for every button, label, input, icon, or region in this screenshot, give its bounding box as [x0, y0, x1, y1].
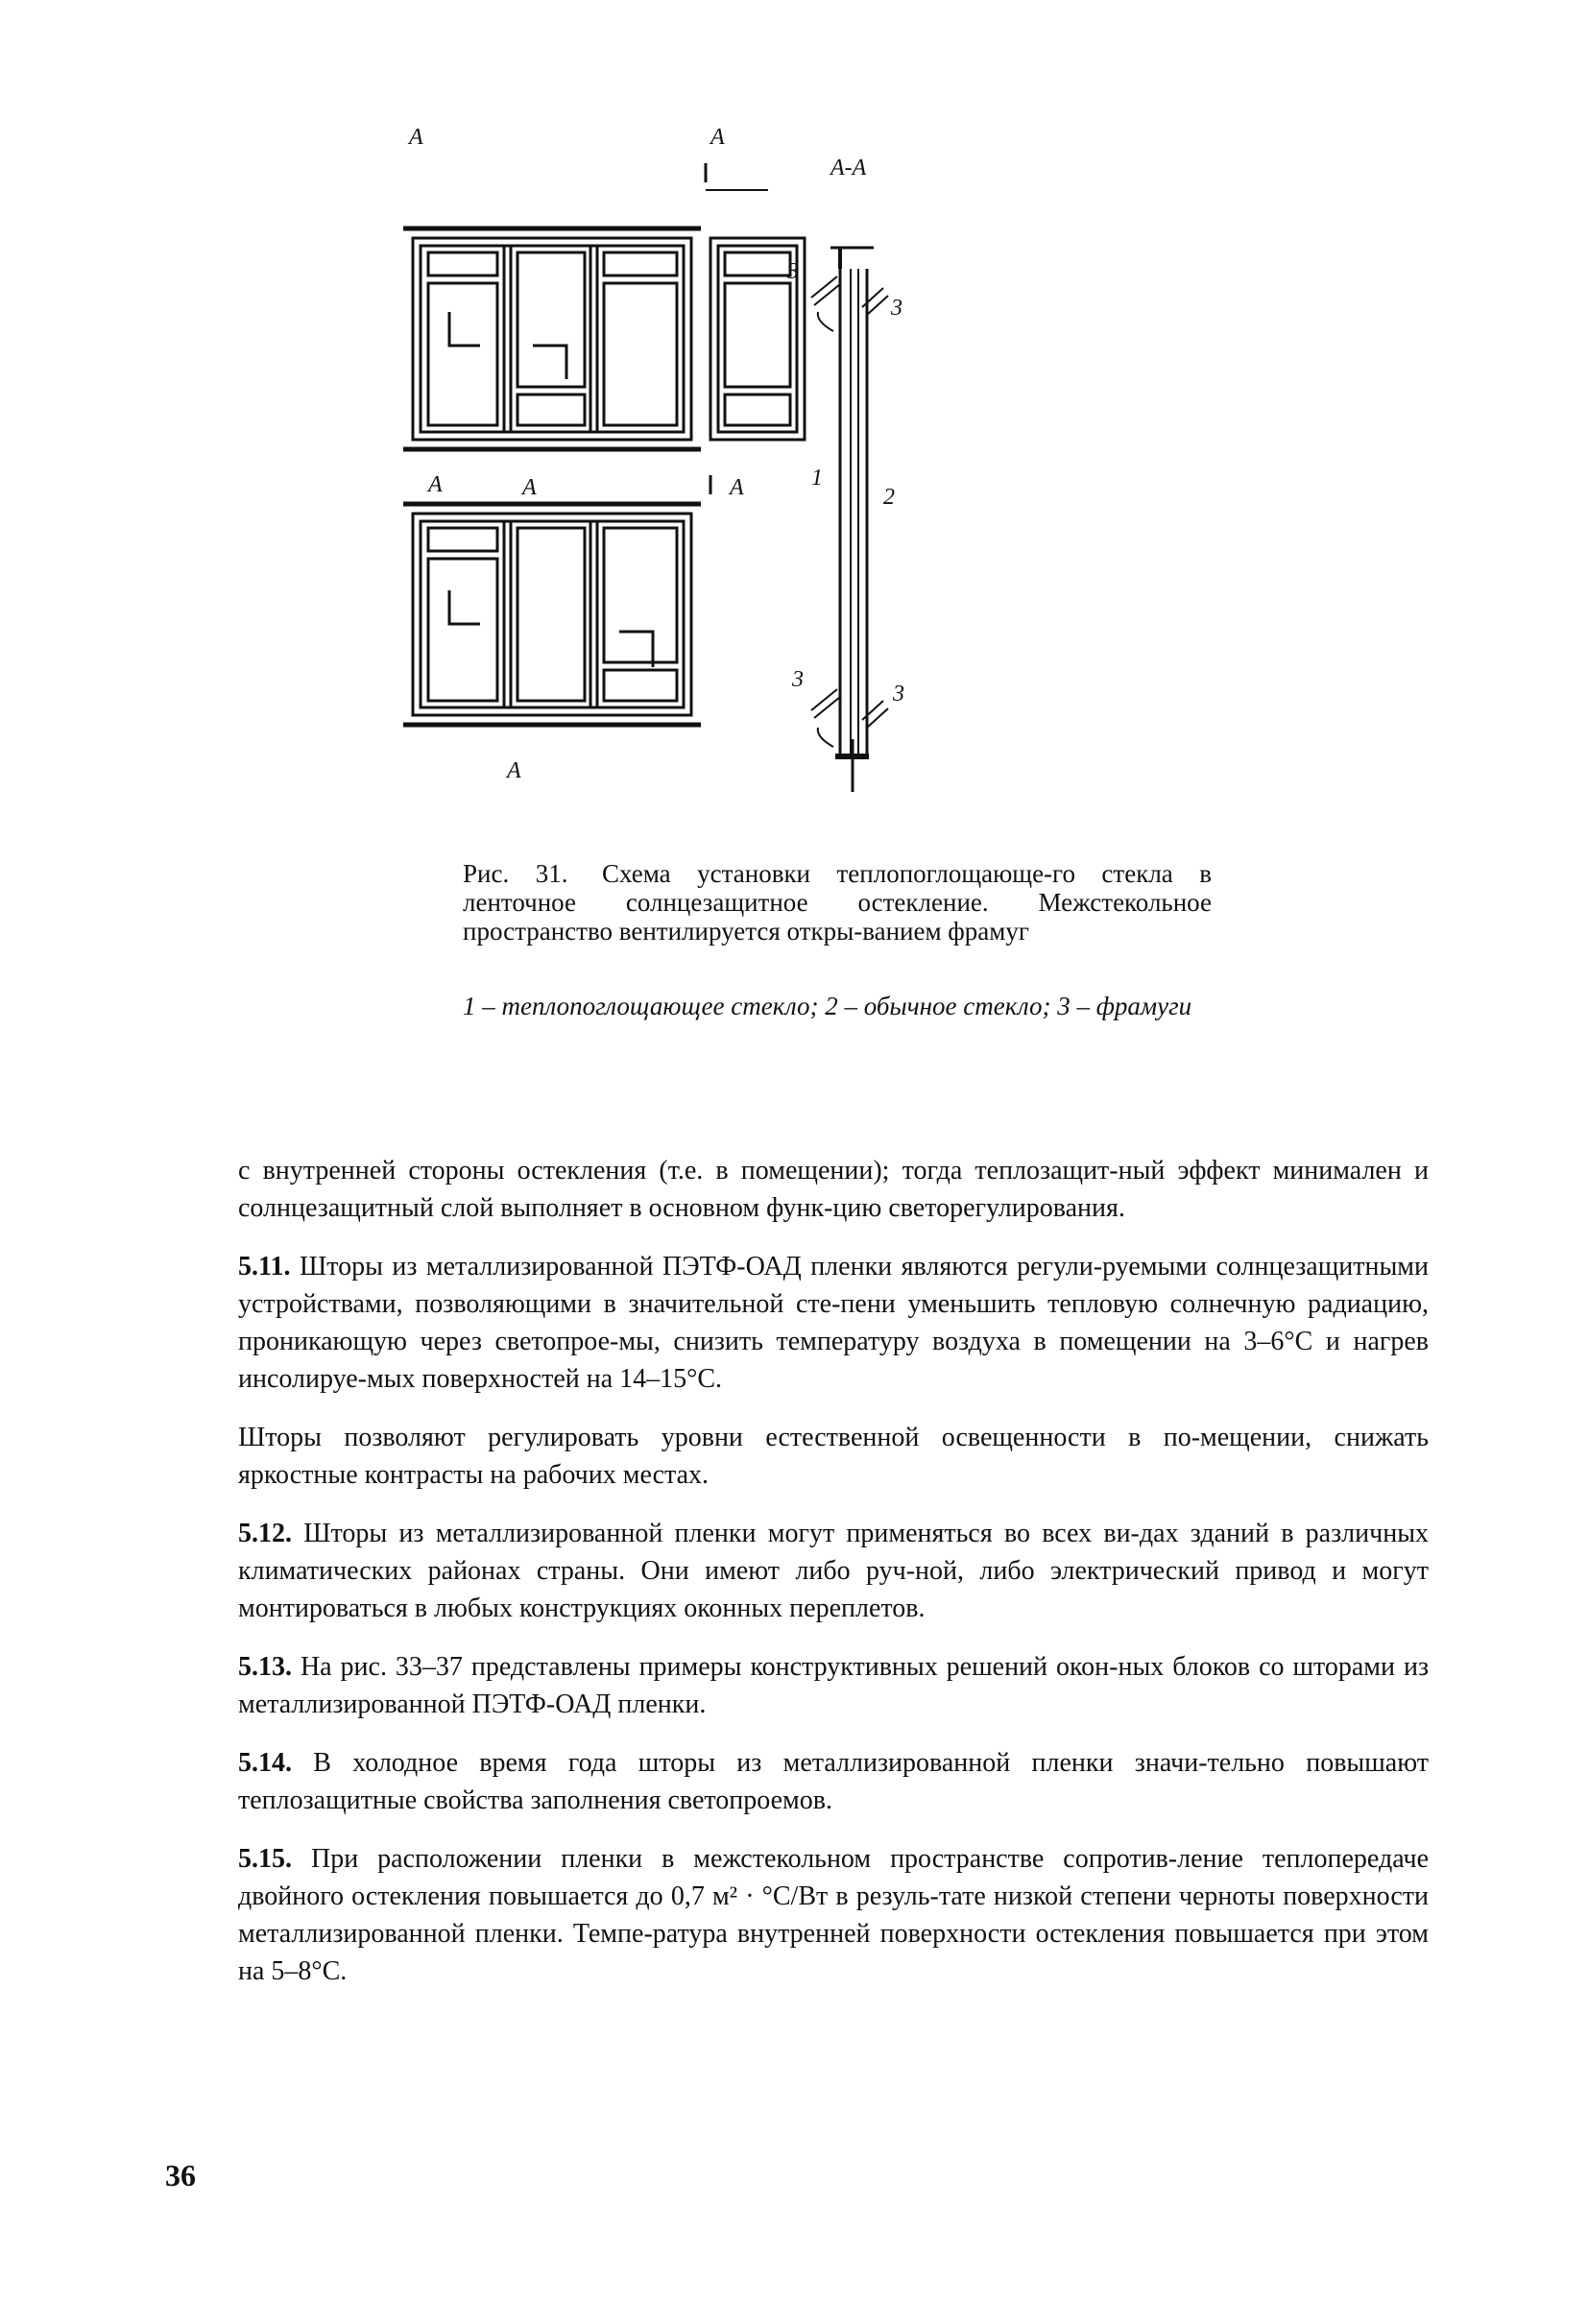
paragraph-5-15 — [238, 1840, 1429, 1990]
caption-text: Схема установки теплопоглощающе-го стекла в ленточное солнцезащитное остекление. Межстекольное пространство вентилируется откры-ванием фрамуг — [463, 859, 1213, 946]
paragraph-number: 5.13. — [238, 1652, 292, 1682]
paragraph-text: В холодное время года шторы из металлизированной пленки значи-тельно повышают теплозащитные свойства заполнения светопроемов. — [238, 1748, 1430, 1815]
section-labels — [407, 125, 904, 783]
legend-text: 1 – теплопоглощающее стекло; 2 – обычное стекло; 3 – фрамуги — [463, 992, 1192, 1020]
page-number: 36 — [165, 2158, 196, 2192]
callout-2: 2 — [883, 485, 895, 510]
window-installation-diagram — [403, 125, 1248, 797]
paragraph-5-11 — [238, 1248, 1429, 1398]
paragraph-text: На рис. 33–37 представлены примеры конструктивных решений окон-ных блоков со шторами из металлизированной ПЭТФ-ОАД пленки. — [238, 1652, 1429, 1719]
label-section-a-a: А-А — [830, 156, 867, 180]
label-a-bottom: A — [507, 758, 521, 783]
label-a-top-left: A — [409, 125, 423, 150]
callout-3-top-left: 3 — [787, 259, 799, 284]
paragraph-text: Шторы из металлизированной пленки могут применяться во всех ви-дах зданий в различных климатических районах страны. Они имеют либо руч-ной, либо электрический привод и могут монтироваться в любых конструкциях оконных переплетов. — [238, 1519, 1430, 1623]
figure-legend — [463, 992, 1212, 1020]
label-a-bottom-left: A — [428, 472, 443, 497]
paragraph-number: 5.14. — [238, 1748, 292, 1778]
paragraph-number: 5.15. — [238, 1844, 292, 1874]
elevation-top-left — [403, 228, 701, 449]
paragraph-5-12 — [238, 1515, 1429, 1627]
paragraph-text: При расположении пленки в межстекольном пространстве сопротив-ление теплопередаче двойного остекления повышается до 0,7 м² · °С/Вт в резуль-тате низкой степени черноты поверхности металлизированной пленки. Темпе-ратура внутренней поверхности остекления повышается при этом на 5–8°С. — [238, 1844, 1430, 1986]
label-a-center: A — [522, 475, 537, 500]
paragraph-number: 5.11. — [238, 1252, 291, 1282]
body-text — [238, 1152, 1429, 1990]
paragraph-5-14 — [238, 1744, 1429, 1819]
caption-number: Рис. 31. — [463, 859, 568, 888]
paragraph-number: 5.12. — [238, 1519, 292, 1548]
callout-1: 1 — [811, 466, 823, 491]
callout-3-top-right: 3 — [891, 296, 902, 321]
label-a-middle: A — [730, 475, 744, 500]
label-a-top-right: A — [710, 125, 725, 150]
figure-caption — [463, 859, 1212, 946]
callout-3-bottom-left: 3 — [792, 667, 804, 692]
paragraph-curtains: Шторы позволяют регулировать уровни естественной освещенности в по-мещении, снижать яркостные контрасты на рабочих местах. — [238, 1423, 1429, 1490]
figure-31 — [403, 125, 1248, 797]
paragraph-text: Шторы из металлизированной ПЭТФ-ОАД пленки являются регули-руемыми солнцезащитными устройствами, позволяющими в значительной сте-пени уменьшить тепловую солнечную радиацию, проникающую через светопрое-мы, снизить температуру воздуха в помещении на 3–6°С и нагрев инсолируе-мых поверхностей на 14–15°С. — [238, 1252, 1430, 1394]
callout-3-bottom-right: 3 — [893, 682, 904, 707]
elevation-bottom — [403, 504, 701, 725]
paragraph-5-13 — [238, 1648, 1429, 1723]
paragraph-continuation: с внутренней стороны остекления (т.е. в помещении); тогда теплозащит-ный эффект минимален и солнцезащитный слой выполняет в основном функ-цию светорегулирования. — [238, 1156, 1429, 1223]
